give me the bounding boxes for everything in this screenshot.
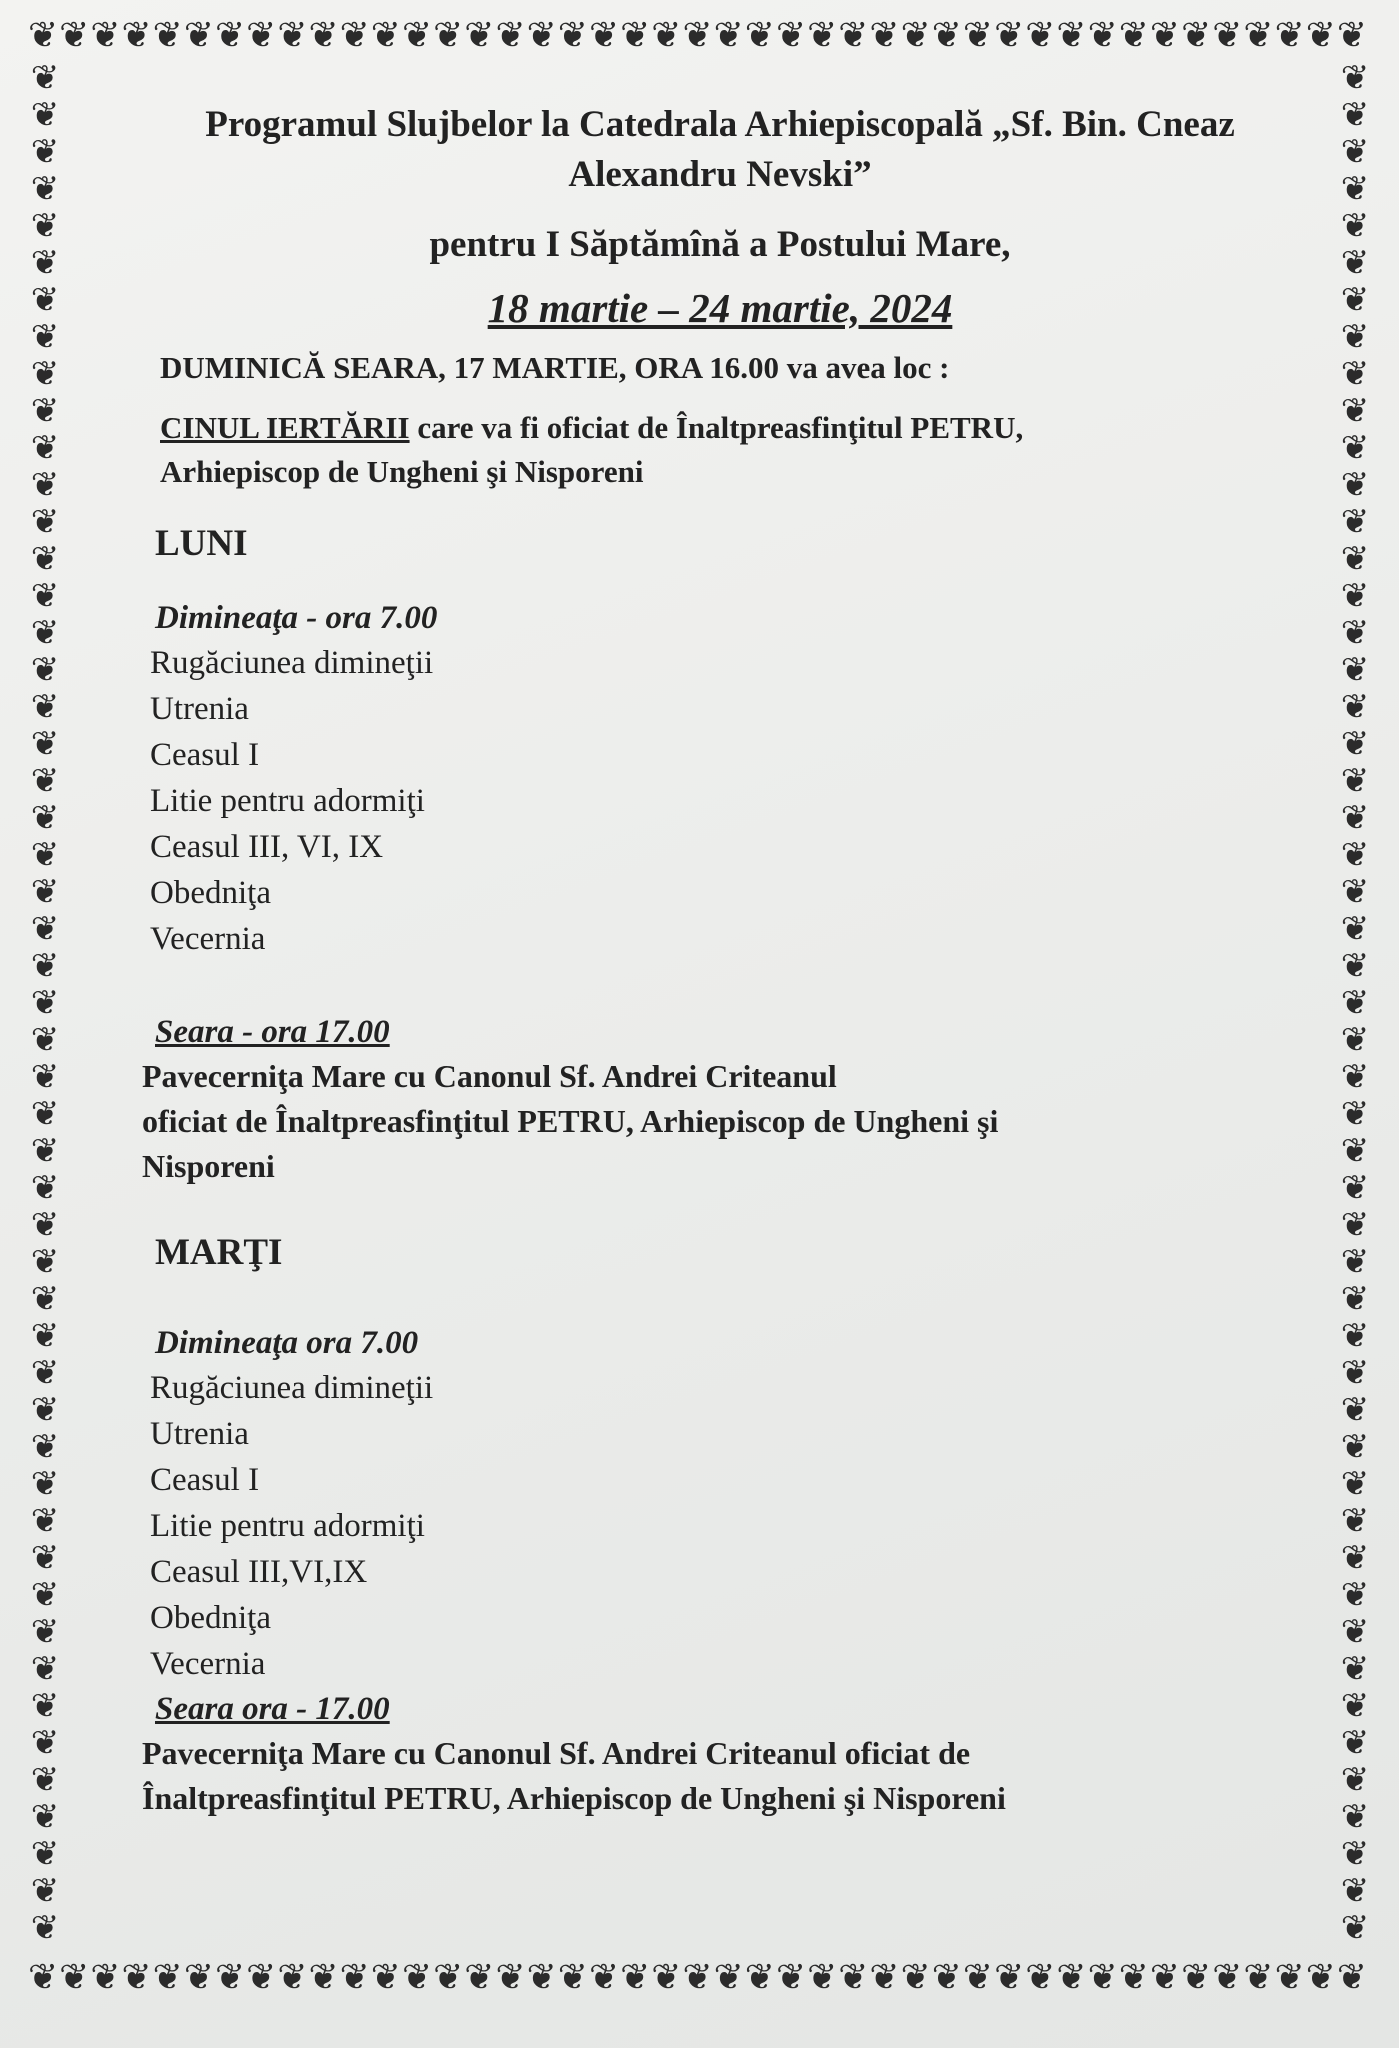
- evening-label-luni: Seara - ora 17.00: [155, 1014, 390, 1050]
- cinul-name: CINUL IERTĂRII: [160, 410, 410, 445]
- sunday-notice: DUMINICĂ SEARA, 17 MARTIE, ORA 16.00 va avea loc :: [160, 350, 950, 385]
- list-item: Vecernia: [150, 921, 266, 957]
- floral-border-top-icon: ❦❦❦❦❦❦❦❦❦❦❦❦❦❦❦❦❦❦❦❦❦❦❦❦❦❦❦❦❦❦❦❦❦❦❦❦❦❦❦❦❦❦❦: [28, 18, 1369, 56]
- list-item: Vecernia: [150, 1646, 266, 1682]
- date-range: 18 martie – 24 martie, 2024: [487, 285, 953, 331]
- list-item: Ceasul I: [150, 737, 260, 773]
- floral-border-left-icon: ❦❦❦❦❦❦❦❦❦❦❦❦❦❦❦❦❦❦❦❦❦❦❦❦❦❦❦❦❦❦❦❦❦❦❦❦❦❦❦❦❦❦❦❦❦❦❦❦❦❦❦: [30, 60, 60, 1948]
- evening-line: Nisporeni: [142, 1148, 275, 1184]
- list-item: Ceasul I: [150, 1462, 260, 1498]
- spacer: [130, 1189, 1310, 1229]
- list-item: Obedniţa: [150, 875, 271, 911]
- day-heading-luni: LUNI: [155, 523, 248, 564]
- cinul-rest: care va fi oficiat de Înaltpreasfinţitul PETRU,: [409, 410, 1024, 445]
- morning-label-marti: Dimineaţa ora 7.00: [155, 1325, 419, 1361]
- schedule-content: [130, 100, 1310, 1821]
- evening-line: Pavecerniţa Mare cu Canonul Sf. Andrei Criteanul oficiat de: [142, 1735, 971, 1771]
- list-item: Utrenia: [150, 691, 249, 727]
- page-title: Programul Slujbelor la Catedrala Arhiepiscopală „Sf. Bin. Cneaz Alexandru Nevski”: [205, 104, 1235, 195]
- list-item: Utrenia: [150, 1416, 249, 1452]
- list-item: Ceasul III,VI,IX: [150, 1554, 368, 1590]
- list-item: Ceasul III, VI, IX: [150, 829, 384, 865]
- day-heading-marti: MARŢI: [155, 1232, 283, 1273]
- spacer: [130, 962, 1310, 1010]
- cinul-iertarii: [130, 406, 1310, 494]
- list-item: Litie pentru adormiţi: [150, 1508, 425, 1544]
- list-item: Litie pentru adormiţi: [150, 783, 425, 819]
- cinul-line2: Arhiepiscop de Ungheni şi Nisporeni: [160, 454, 644, 489]
- list-item: Rugăciunea dimineţii: [150, 1370, 434, 1406]
- evening-line: oficiat de Înaltpreasfinţitul PETRU, Arhiepiscop de Ungheni şi: [142, 1103, 999, 1139]
- evening-line: Înaltpreasfinţitul PETRU, Arhiepiscop de Ungheni şi Nisporeni: [142, 1780, 1006, 1816]
- evening-line: Pavecerniţa Mare cu Canonul Sf. Andrei Criteanul: [142, 1058, 837, 1094]
- page-subtitle: pentru I Săptămînă a Postului Mare,: [429, 224, 1011, 265]
- floral-border-right-icon: ❦❦❦❦❦❦❦❦❦❦❦❦❦❦❦❦❦❦❦❦❦❦❦❦❦❦❦❦❦❦❦❦❦❦❦❦❦❦❦❦❦❦❦❦❦❦❦❦❦❦❦: [1340, 60, 1370, 1948]
- list-item: Obedniţa: [150, 1600, 271, 1636]
- list-item: Rugăciunea dimineţii: [150, 645, 434, 681]
- morning-label-luni: Dimineaţa - ora 7.00: [155, 600, 438, 636]
- evening-label-marti: Seara ora - 17.00: [155, 1691, 390, 1727]
- floral-border-bottom-icon: ❦❦❦❦❦❦❦❦❦❦❦❦❦❦❦❦❦❦❦❦❦❦❦❦❦❦❦❦❦❦❦❦❦❦❦❦❦❦❦❦❦❦❦: [28, 1960, 1369, 1998]
